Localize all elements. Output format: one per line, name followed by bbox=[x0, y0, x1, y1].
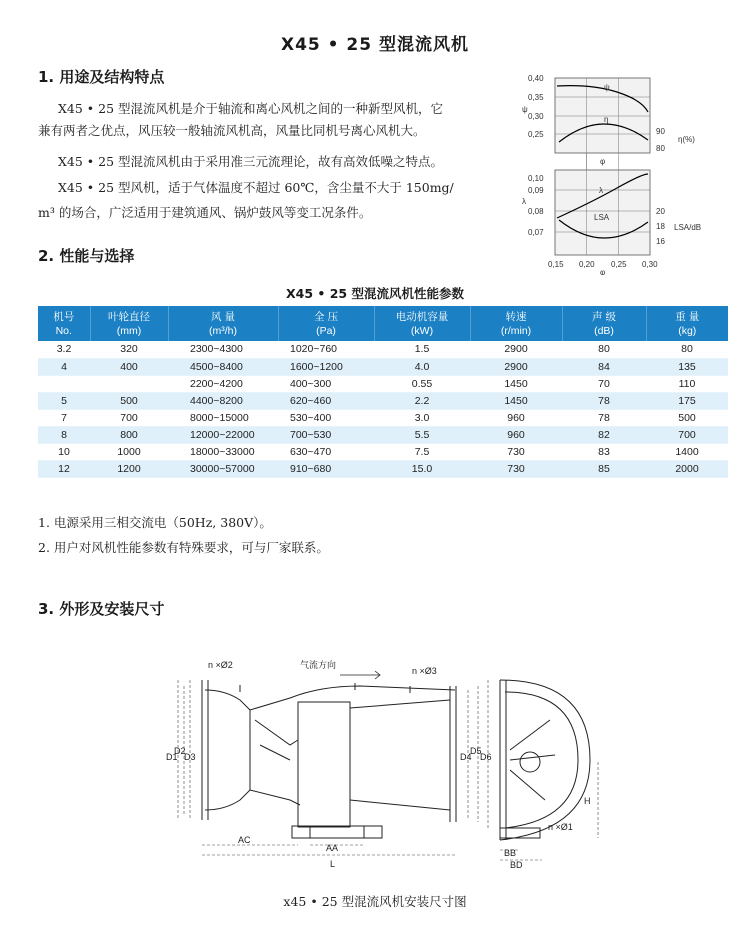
page-title: X45 • 25 型混流风机 bbox=[280, 35, 470, 55]
table-row: 4 400 4500~8400 1600~1200 4.0 2900 84 135 bbox=[38, 358, 728, 375]
d6-label: D6 bbox=[480, 752, 492, 762]
ac-label: AC bbox=[238, 835, 251, 845]
d4-label: D4 bbox=[460, 752, 472, 762]
airflow-direction-label: 气流方向 bbox=[300, 660, 337, 670]
section1-para3-line2: m³ 的场合，广泛适用于建筑通风、锅炉鼓风等变工况条件。 bbox=[38, 205, 372, 220]
col-header-motor: 电动机容量 (kW) bbox=[374, 306, 470, 341]
lambda-curve-label: λ bbox=[599, 186, 603, 195]
section1-para2: X45 • 25 型混流风机由于采用准三元流理论，故有高效低噪之特点。 bbox=[58, 154, 444, 169]
table-row: 3.2 320 2300~4300 1020~760 1.5 2900 80 80 bbox=[38, 341, 728, 358]
col-header-impeller: 叶轮直径 (mm) bbox=[90, 306, 168, 341]
col-header-speed: 转速 (r/min) bbox=[470, 306, 562, 341]
y-tick: 0,35 bbox=[528, 93, 544, 102]
x-tick: 0,15 bbox=[548, 260, 564, 269]
table-row: 8 800 12000~22000 700~530 5.5 960 82 700 bbox=[38, 426, 728, 443]
table-row: 10 1000 18000~33000 630~470 7.5 730 83 1400 bbox=[38, 443, 728, 460]
x-tick: 0,20 bbox=[579, 260, 595, 269]
y2-tick: 18 bbox=[656, 222, 665, 231]
n2-label: n ×Ø2 bbox=[208, 660, 233, 670]
table-row: 2200~4200 400~300 0.55 1450 70 110 bbox=[38, 375, 728, 392]
col-header-airflow: 风 量 (m³/h) bbox=[168, 306, 278, 341]
table-row: 12 1200 30000~57000 910~680 15.0 730 85 2000 bbox=[38, 460, 728, 477]
drawing-caption: x45 • 25 型混流风机安装尺寸图 bbox=[283, 894, 467, 909]
y2-tick: 20 bbox=[656, 207, 665, 216]
lsa-axis-label: LSA/dB bbox=[674, 223, 702, 232]
table-row: 5 500 4400~8200 620~460 2.2 1450 78 175 bbox=[38, 392, 728, 409]
col-header-pressure: 全 压 (Pa) bbox=[278, 306, 374, 341]
performance-curve-chart bbox=[522, 70, 722, 275]
d5-label: D5 bbox=[470, 746, 482, 756]
col-header-no: 机号 No. bbox=[38, 306, 90, 341]
performance-table bbox=[38, 306, 728, 478]
section1-para3-line1: X45 • 25 型风机，适于气体温度不超过 60℃，含尘量不大于 150mg/ bbox=[58, 180, 454, 195]
lambda-axis-label: λ bbox=[522, 197, 526, 206]
eta-axis-label: η(%) bbox=[678, 135, 695, 144]
section1-para1-line1: X45 • 25 型混流风机是介于轴流和离心风机之间的一种新型风机，它 bbox=[58, 101, 444, 116]
col-header-sound: 声 级 (dB) bbox=[562, 306, 646, 341]
y2-tick: 80 bbox=[656, 144, 665, 153]
x-tick: 0,30 bbox=[642, 260, 658, 269]
table-header-row bbox=[38, 306, 728, 341]
n1-label: n ×Ø1 bbox=[548, 822, 573, 832]
eta-curve-label: η bbox=[604, 115, 609, 124]
y-tick: 0,07 bbox=[528, 228, 544, 237]
note-2: 2. 用户对风机性能参数有特殊要求，可与厂家联系。 bbox=[38, 540, 329, 555]
bd-label: BD bbox=[510, 860, 523, 870]
table-row: 7 700 8000~15000 530~400 3.0 960 78 500 bbox=[38, 409, 728, 426]
y-tick: 0,09 bbox=[528, 186, 544, 195]
section2-heading: 2. 性能与选择 bbox=[38, 247, 135, 265]
y2-tick: 16 bbox=[656, 237, 665, 246]
bb-label: BB bbox=[504, 848, 517, 858]
y-tick: 0,10 bbox=[528, 174, 544, 183]
lsa-curve-label: LSA bbox=[594, 213, 610, 222]
h-label: H bbox=[584, 796, 591, 806]
y-tick: 0,25 bbox=[528, 130, 544, 139]
aa-label: AA bbox=[326, 843, 339, 853]
section1-heading: 1. 用途及结构特点 bbox=[38, 68, 165, 86]
d3-label: D3 bbox=[184, 752, 196, 762]
x-axis-label-upper: φ bbox=[600, 157, 606, 166]
n3-label: n ×Ø3 bbox=[412, 666, 437, 676]
table-caption: X45 • 25 型混流风机性能参数 bbox=[286, 286, 464, 301]
psi-axis-label: ψ bbox=[522, 105, 528, 114]
y-tick: 0,30 bbox=[528, 112, 544, 121]
y2-tick: 90 bbox=[656, 127, 665, 136]
y-tick: 0,40 bbox=[528, 74, 544, 83]
psi-curve-label: ψ bbox=[604, 83, 610, 92]
col-header-weight: 重 量 (kg) bbox=[646, 306, 728, 341]
x-axis-label-lower: φ bbox=[600, 268, 606, 275]
d1-label: D1 bbox=[166, 752, 178, 762]
airflow-arrow bbox=[340, 671, 380, 679]
installation-drawing bbox=[150, 650, 610, 875]
d2-label: D2 bbox=[174, 746, 186, 756]
section3-heading: 3. 外形及安装尺寸 bbox=[38, 600, 165, 618]
l-label: L bbox=[330, 859, 336, 869]
y-tick: 0,08 bbox=[528, 207, 544, 216]
note-1: 1. 电源采用三相交流电（50Hz, 380V）。 bbox=[38, 515, 272, 530]
x-tick: 0,25 bbox=[611, 260, 627, 269]
section1-para1-line2: 兼有两者之优点，风压较一般轴流风机高，风量比同机号离心风机大。 bbox=[38, 123, 426, 138]
